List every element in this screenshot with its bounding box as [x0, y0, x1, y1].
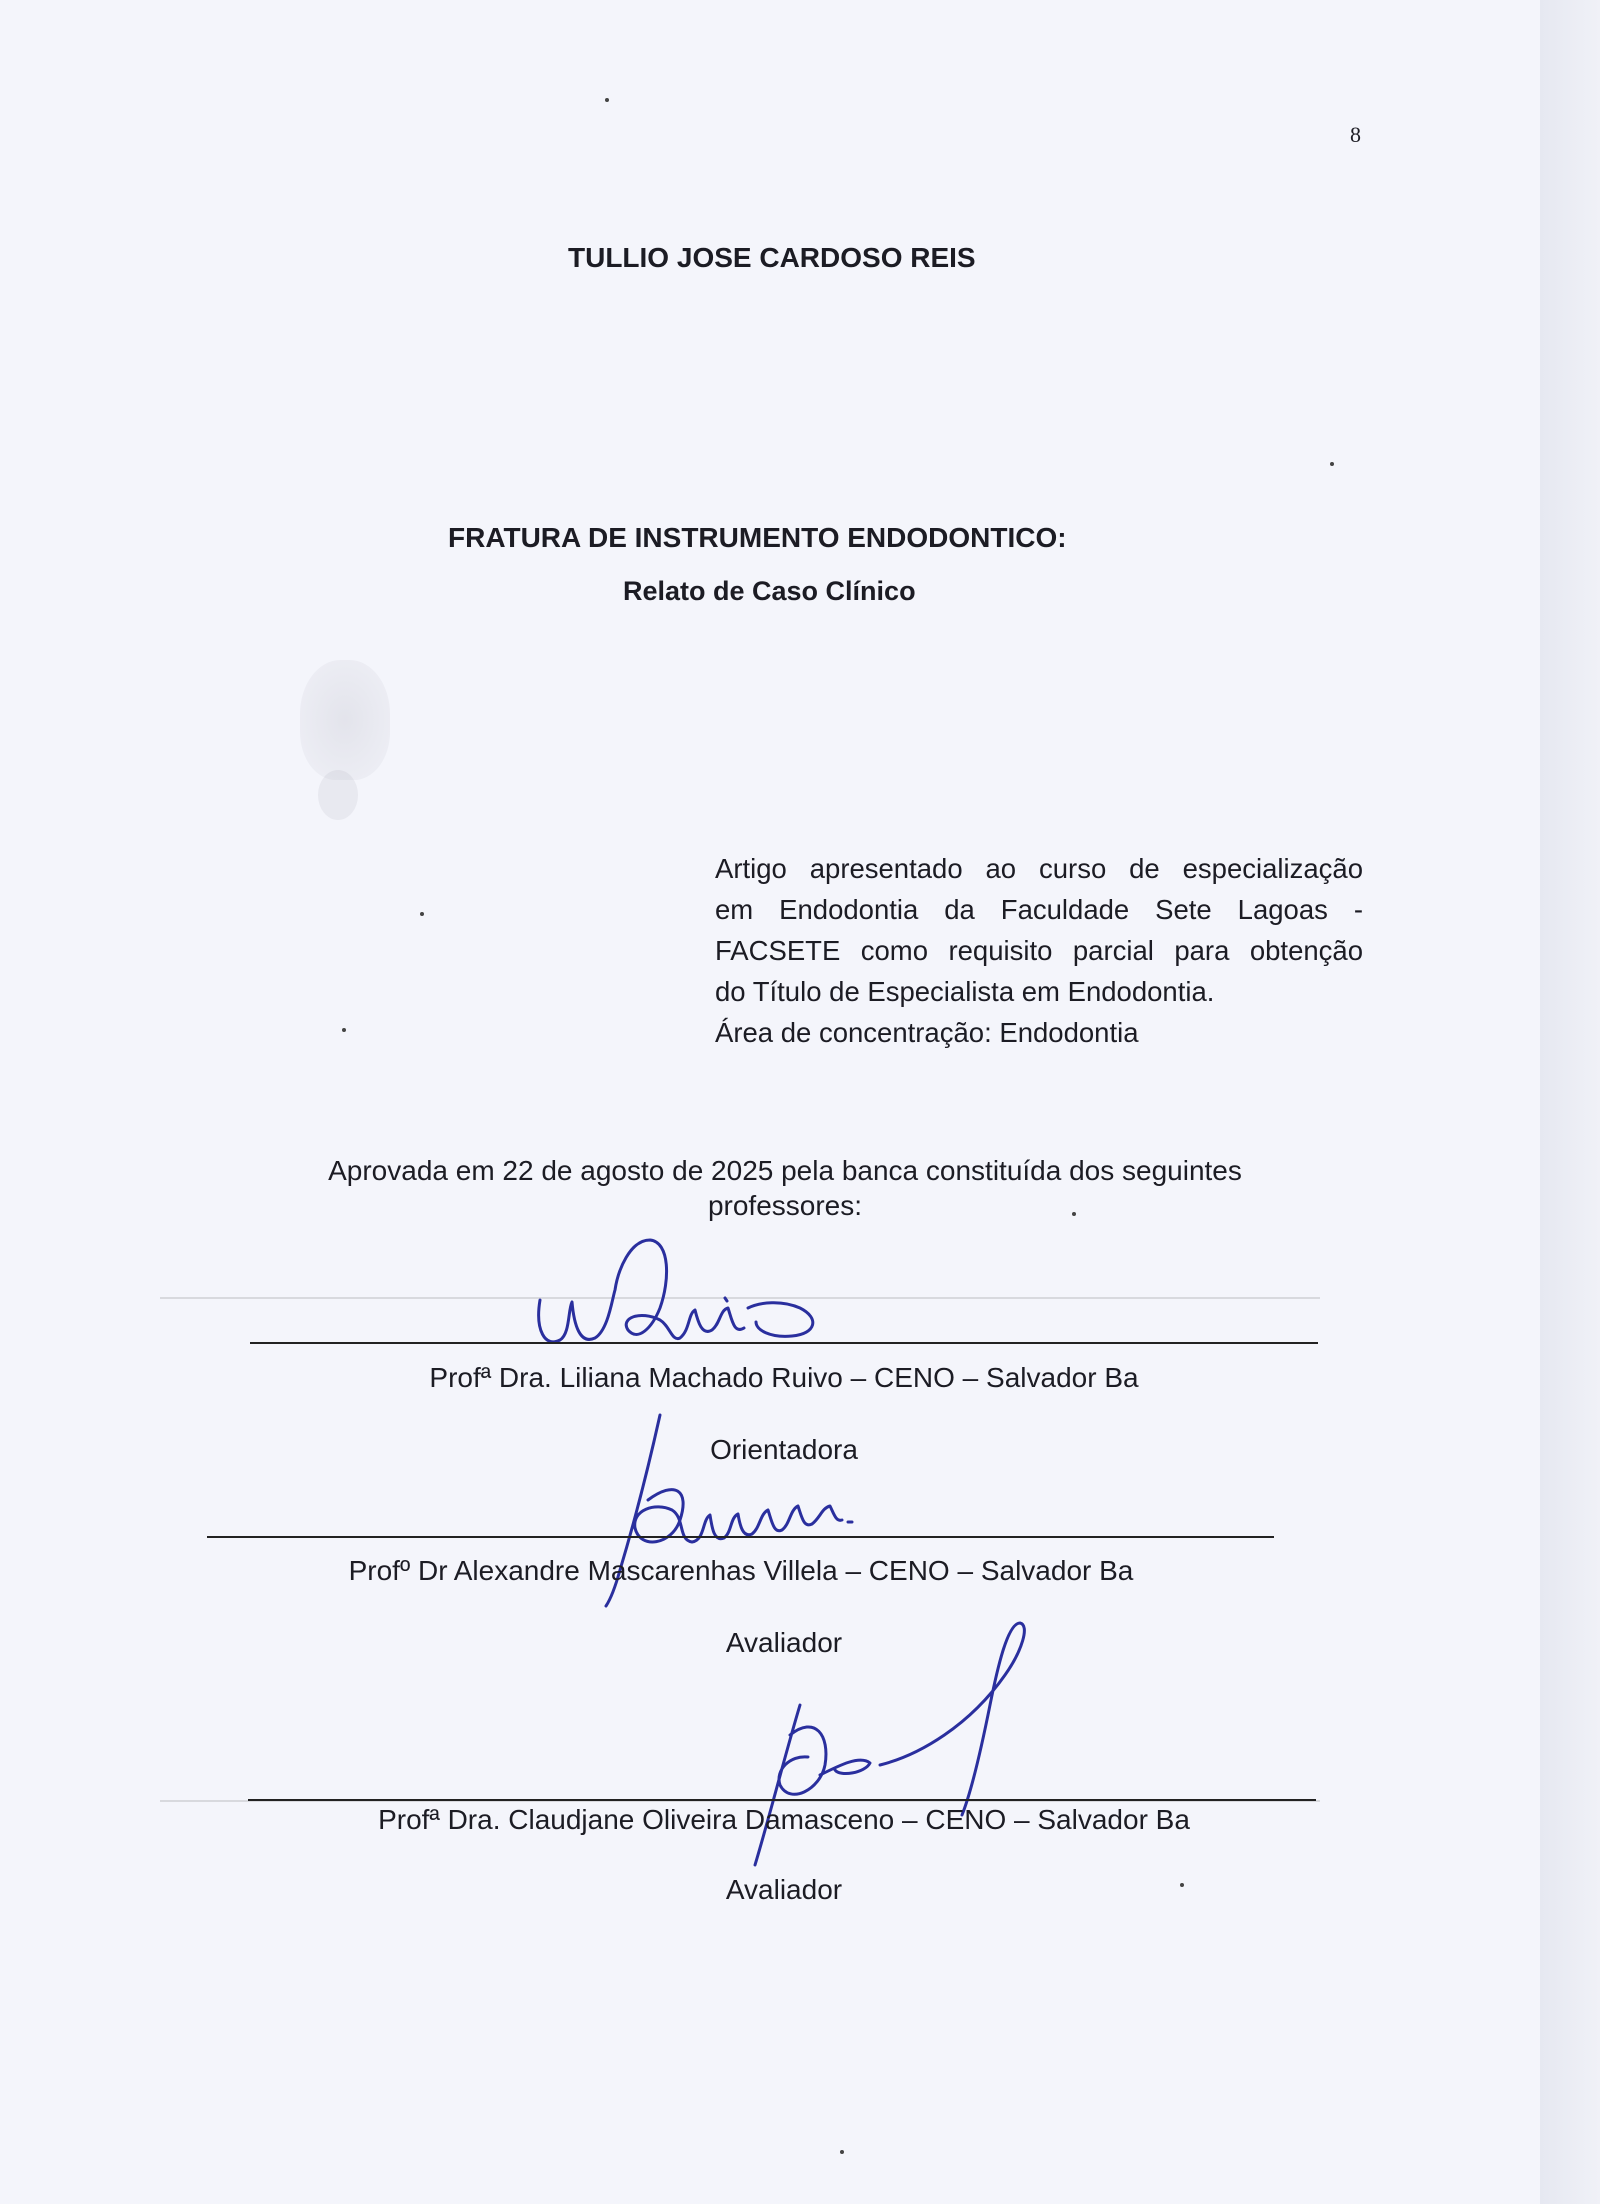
statement-line: Artigo apresentado ao curso de especialização: [715, 853, 1363, 884]
scan-speck: [342, 1028, 346, 1032]
scan-speck: [420, 912, 424, 916]
signature-line: [248, 1799, 1316, 1801]
statement-line: do Título de Especialista em Endodontia.: [715, 976, 1215, 1007]
scan-speck: [1072, 1212, 1076, 1216]
scan-speck: [1330, 462, 1334, 466]
approval-statement: [250, 1153, 1320, 1223]
document-subtitle: Relato de Caso Clínico: [623, 576, 916, 606]
signature-liliana-ruivo: [520, 1230, 860, 1360]
signature-line: [207, 1536, 1274, 1538]
statement-line: em Endodontia da Faculdade Sete Lagoas -: [715, 894, 1363, 925]
scan-speck: [605, 98, 609, 102]
page-number: 8: [1350, 122, 1361, 147]
scan-speck: [1180, 1883, 1184, 1887]
statement-line: FACSETE como requisito parcial para obtenção: [715, 935, 1363, 966]
examiner-role: Avaliador: [725, 1627, 843, 1658]
signature-line: [250, 1342, 1318, 1344]
paper-stain: [318, 770, 358, 820]
examiner-name: Profª Dra. Claudjane Oliveira Damasceno – CENO – Salvador Ba: [378, 1804, 1190, 1835]
examiner-name: Profº Dr Alexandre Mascarenhas Villela – CENO – Salvador Ba: [348, 1555, 1134, 1586]
examiner-name: Profª Dra. Liliana Machado Ruivo – CENO – Salvador Ba: [429, 1362, 1139, 1393]
examiner-role: Avaliador: [725, 1874, 843, 1905]
document-title: FRATURA DE INSTRUMENTO ENDODONTICO:: [448, 522, 1067, 553]
author-name: TULLIO JOSE CARDOSO REIS: [568, 242, 976, 273]
examiner-role: Orientadora: [710, 1434, 858, 1465]
submission-statement: [715, 848, 1363, 1053]
paper-stain: [300, 660, 390, 780]
signature-claudjane-damasceno: [730, 1615, 1070, 1875]
statement-line: Área de concentração: Endodontia: [715, 1017, 1139, 1048]
approval-line: professores:: [707, 1190, 863, 1221]
scan-margin: [1540, 0, 1600, 2204]
scan-speck: [840, 2150, 844, 2154]
approval-line: Aprovada em 22 de agosto de 2025 pela banca constituída dos seguintes: [328, 1155, 1242, 1186]
